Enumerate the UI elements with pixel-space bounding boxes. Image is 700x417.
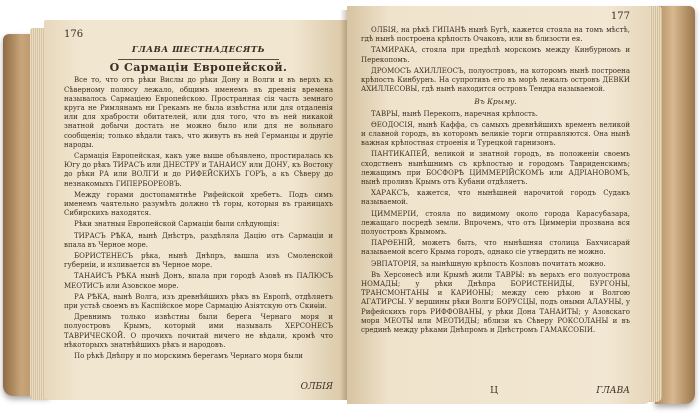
paragraph: ЭВПАТОРIЯ, за нынѣшную крѣпость Козловъ почитать можно. <box>371 259 606 268</box>
left-page-content <box>64 30 333 392</box>
paragraph: ПАРѲЕНIЙ, можетъ быть, что нынѣшняя столица Бахчисарай называемой всего Крыма городъ, однако сіе утвердить не можно. <box>361 239 630 257</box>
paragraph: Древнимъ только извѣстны были берега Чернаго моря и полуостровъ Крымъ, который ими называлъ ХЕРСОНЕСЪ ТАВРИЧЕСКОЙ. О прочихъ почитай ничего не вѣдали, кромѣ что нѣкоторыхъ знатнѣйшихъ рѣкъ и народовъ. <box>64 313 333 349</box>
paragraph: РА РѢКА, нынѣ Волга, изъ древнѣйшихъ рѣкъ въ Европѣ, отдѣляетъ при устьѣ своемъ въ Каспiйское море Сармацiю Азiятскую отъ Скиѳiи. <box>64 292 333 311</box>
page-footer <box>361 384 630 396</box>
paragraph: БОРИСТЕНЕСЪ рѣка, нынѣ Днѣпръ, вышла изъ Смоленской губернiи, и изливается въ Черное море. <box>64 252 333 270</box>
paragraph: По рѣкѣ Днѣпру и по морскимъ берегамъ Чернаго моря были <box>74 352 303 361</box>
paragraph: ОЛБIЯ, на рѣкѣ ГИПАНѢ нынѣ Бугѣ, кажется стояла на томъ мѣстѣ, гдѣ нынѣ построена крѣпость Очаковъ, или въ близости ея. <box>361 26 630 44</box>
page-number: 176 <box>64 29 84 40</box>
left-page <box>44 20 347 400</box>
paragraph: ДРОМОСЪ АХИЛЛЕОСЪ, полуостровъ, на которомъ нынѣ построена крѣпость Кинбурнъ. На супротивъ его въ морѣ лежалъ островъ ДЕВКИ АХИЛЛЕСОВЫ, гдѣ нынѣ находится островъ Тендра называемой. <box>361 66 630 94</box>
catchword: ГЛАВА <box>596 385 630 396</box>
paragraph: ТИРАСЪ РѢКА, нынѣ Днѣстръ, раздѣляла Дацiю отъ Сармацiи и впала въ Черное море. <box>64 231 333 249</box>
paragraph: ПАНТИКАПЕЙ, великой и знатной городъ, въ положенiи своемъ сходственъ нынѣшнимъ съ крѣпостью и городомъ Тавриденскимъ; лежащимъ при БОСФОРѢ ЦИММЕРIЙСКОМЪ или АДРIАНОВОМЪ, нынѣ проливъ Крымъ отъ Кубани отдѣляетъ. <box>361 150 630 187</box>
paragraph: Сармацiя Европейская, какъ уже выше объявлено, простиралась къ Югу до рѣкъ ТИРАСЪ или ДНЕСТРУ и ТАНАИСУ или ДОНУ, къ Востоку до рѣки РА или ВОЛГИ и до РИФЕЙСКИХЪ ГОРЪ, а къ Сѣверу до незнакомыхъ ГИПЕРБОРЕОВЪ. <box>64 152 333 188</box>
paragraph: ТАВРЫ, нынѣ Перекопъ, наречная крѣпость. <box>371 109 538 118</box>
paragraph: ТАМИРАКА, стояла при предѣлѣ морскомъ между Кинбурномъ и Перекопомъ. <box>361 46 630 64</box>
right-page-content <box>361 12 630 396</box>
subheading: Въ Крыму. <box>474 97 517 107</box>
signature-mark: Ц <box>490 385 498 396</box>
paragraph: Рѣки знатныя Европейской Сармацiи были слѣдующiя: <box>74 220 280 229</box>
paragraph: ТАНАИСЪ РѢКА нынѣ Донъ, впала при городѣ Азовѣ въ ПАЛЮСЪ МЕОТИСЪ или Азовское море. <box>64 272 333 290</box>
right-page <box>347 6 650 404</box>
chapter-heading: ГЛАВА ШЕСТНАДЕСЯТЬ <box>131 45 266 55</box>
paragraph: Въ Херсонесѣ или Крымѣ жили ТАВРЫ: въ верьхъ его полуострова НОМАДЫ; у рѣки Днѣпра БОРИСТЕНИДЫ, БУРГОНЫ, ТРАНСМОНТАНЫ и КАРИОНЫ; между сею рѣкою и Волгою АГАТИРСЫ. У вершины рѣки Волги БОРУСЦЫ, подъ оными АЛАУНЫ, у Рифейскихъ горъ РИФФОВАНЫ, у рѣки Дона ТАНАИТЫ; у Азовскаго моря МЕОТЫ или МЕОТИДЫ; вблизи къ Сѣверу РОКСОЛАНЫ и въ срединѣ между рѣками Днѣпромъ и Днѣстромъ ГАМАКСОБIИ. <box>361 270 630 335</box>
paragraph: ѲЕОДОСIЯ, нынѣ Каффа, съ самыхъ древнѣйшихъ временъ великой и славной городъ, въ которомъ великiе торги отправляются. Она нынѣ важная крѣпостная строенiя и Турецкой гарнизонъ. <box>361 120 630 148</box>
paragraph: ЦИММЕРIИ, стояла по видимому около города Карасубазара, лежащаго посредѣ земли. Впрочемъ, что отъ Циммерiи прозвана вся полуостровъ Крымомъ. <box>361 209 630 237</box>
paragraph: Все то, что отъ рѣки Вислы до рѣки Дону и Волги и въ верхъ къ Сѣверному полюсу лежало, общимъ именемъ въ древнiя времена называлось Сармацiею Европейскою. Пространная сiя часть земнаго круга не Римлянамъ ни Грекамъ не была извѣстна или для отдаленiя или для храбрости обитателей, или для того, что въ ней никакой знатной добычи достать не можно было или для не вольнаго сообщенiя; только вѣдали такъ, что живутъ въ ней Германцы и другiе народы. <box>64 76 333 149</box>
divider <box>118 59 279 60</box>
paragraph: Между горами достопамятнѣе Рифейской хребетъ. Подъ симъ именемъ чаятельно разумѣть должно тѣ горы, которыя въ границахъ Сибирскихъ находятся. <box>64 190 333 218</box>
page-number: 177 <box>610 11 630 22</box>
section-title: О Сармацiи Европейской. <box>109 61 288 75</box>
paragraph: ХАРАКСЪ, кажется, что нынѣшней нарочитой городъ Судакъ называемой. <box>361 189 630 207</box>
catchword: ОЛБIЯ <box>300 381 333 392</box>
page-footer <box>64 380 333 392</box>
